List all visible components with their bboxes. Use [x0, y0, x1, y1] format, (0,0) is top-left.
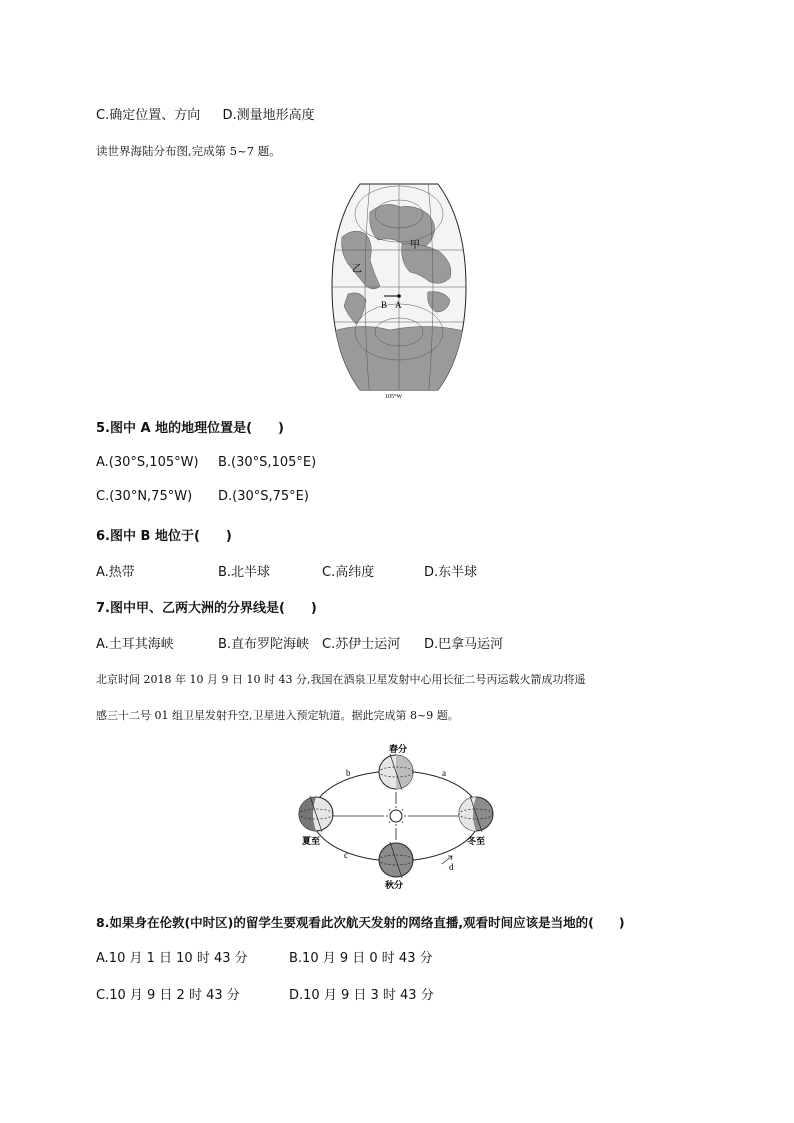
globe-autumn: [379, 842, 413, 878]
q5-option-b: B.(30°S,105°E): [218, 455, 317, 470]
label-a-orbit: a: [442, 768, 446, 778]
q7-option-d: D.巴拿马运河: [424, 637, 504, 652]
label-c-orbit: c: [344, 850, 348, 860]
intro-8-9-line1: 北京时间 2018 年 10 月 9 日 10 时 43 分,我国在酒泉卫星发射中心用长征二号丙运载火箭成功将遥: [96, 673, 586, 686]
q6-option-c: C.高纬度: [322, 565, 375, 580]
question-6: 6.图中 B 地位于( ): [96, 529, 232, 544]
meridian-label: 105°W: [385, 394, 403, 400]
prev-question-options: [96, 104, 315, 123]
label-summer: 夏至: [302, 836, 321, 846]
q5-option-a: A.(30°S,105°W): [96, 455, 199, 470]
question-8: 8.如果身在伦敦(中时区)的留学生要观看此次航天发射的网络直播,观看时间应该是当地的( ): [96, 915, 625, 930]
option-c: C.确定位置、方向: [96, 108, 201, 123]
q6-option-d: D.东半球: [424, 565, 478, 580]
globe-spring: [379, 754, 413, 790]
world-map: [330, 182, 468, 400]
intro-8-9-line2: 感三十二号 01 组卫星发射升空,卫星进入预定轨道。据此完成第 8~9 题。: [96, 709, 459, 722]
q6-option-b: B.北半球: [218, 565, 271, 580]
label-b-orbit: b: [346, 768, 351, 778]
q7-option-b: B.直布罗陀海峡: [218, 637, 310, 652]
label-jia: 甲: [410, 240, 420, 251]
sun-icon: [386, 806, 406, 826]
q8-option-c: C.10 月 9 日 2 时 43 分: [96, 988, 240, 1003]
intro-5-7: 读世界海陆分布图,完成第 5~7 题。: [96, 144, 281, 158]
question-5: 5.图中 A 地的地理位置是( ): [96, 421, 284, 436]
globe-summer: [299, 796, 333, 832]
q8-option-d: D.10 月 9 日 3 时 43 分: [289, 988, 434, 1003]
option-d: D.测量地形高度: [222, 108, 315, 123]
globe-winter: [459, 796, 493, 832]
q5-option-c: C.(30°N,75°W): [96, 489, 193, 504]
label-b: B: [381, 300, 388, 310]
label-a: A: [395, 300, 402, 310]
label-d-orbit: d: [449, 862, 454, 872]
label-autumn: 秋分: [385, 880, 404, 890]
question-7: 7.图中甲、乙两大洲的分界线是( ): [96, 601, 317, 616]
q8-option-a: A.10 月 1 日 10 时 43 分: [96, 951, 248, 966]
label-winter: 冬至: [467, 836, 486, 846]
label-spring: 春分: [389, 744, 408, 754]
q5-option-d: D.(30°S,75°E): [218, 489, 309, 504]
q8-option-b: B.10 月 9 日 0 时 43 分: [289, 951, 433, 966]
label-yi: 乙: [352, 264, 362, 275]
q7-option-a: A.土耳其海峡: [96, 637, 174, 652]
q6-option-a: A.热带: [96, 565, 135, 580]
orbit-diagram: [292, 740, 502, 890]
q7-option-c: C.苏伊士运河: [322, 637, 401, 652]
